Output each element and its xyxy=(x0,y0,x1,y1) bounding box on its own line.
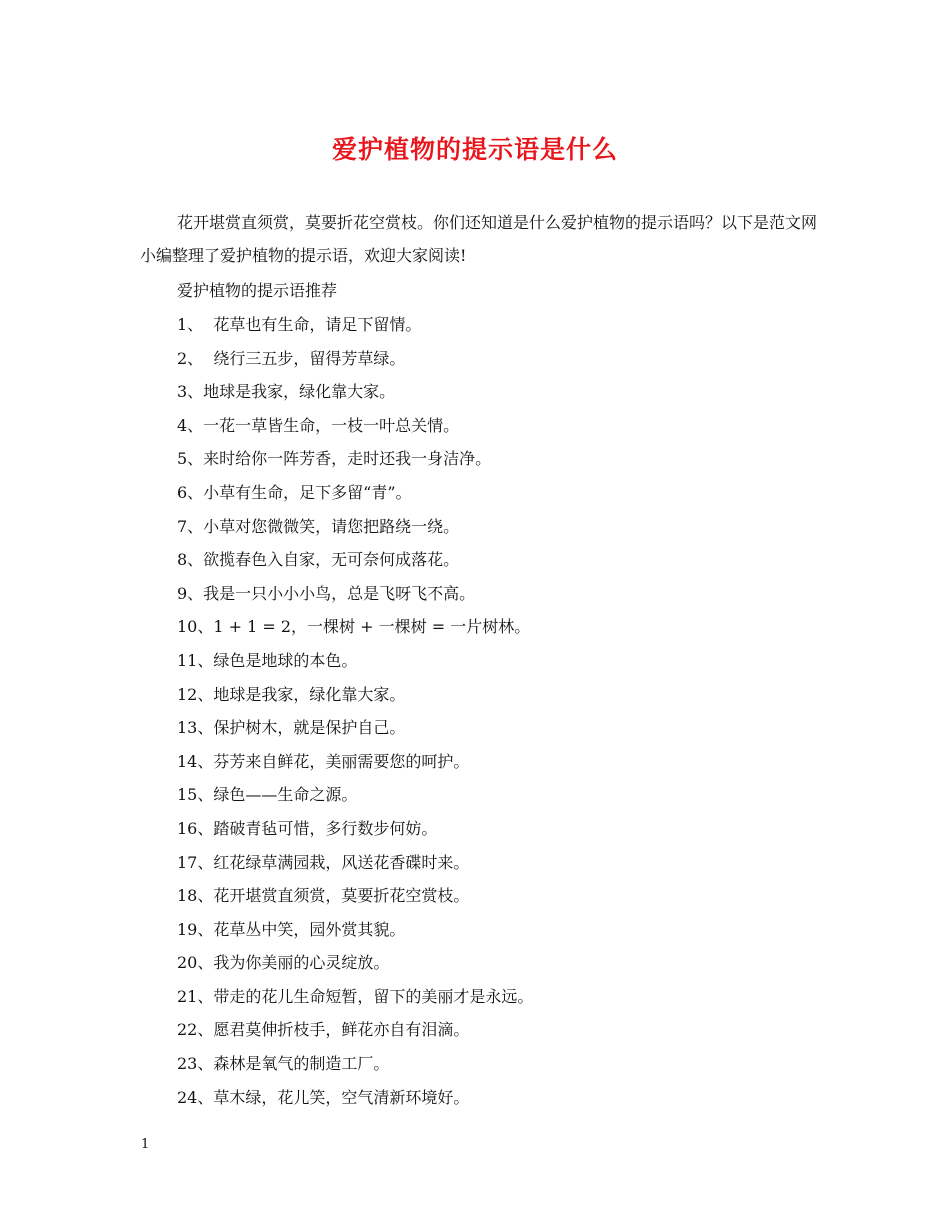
section-heading: 爱护植物的提示语推荐 xyxy=(177,281,338,300)
slogan-list xyxy=(177,314,533,1120)
list-item: 13、保护树木，就是保护自己。 xyxy=(177,718,406,738)
page-title: 爱护植物的提示语是什么 xyxy=(331,135,618,164)
list-item: 1、 花草也有生命，请足下留情。 xyxy=(177,315,422,334)
list-item: 15、绿色——生命之源。 xyxy=(177,785,358,805)
list-item: 7、小草对您微微笑，请您把路绕一绕。 xyxy=(177,516,460,536)
list-item: 24、草木绿，花儿笑，空气清新环境好。 xyxy=(177,1087,470,1107)
intro-paragraph: 花开堪赏直须赏，莫要折花空赏枝。你们还知道是什么爱护植物的提示语吗？以下是范文网小编整理了爱护植物的提示语，欢迎大家阅读! xyxy=(140,213,818,265)
list-item: 18、花开堪赏直须赏，莫要折花空赏枝。 xyxy=(177,886,470,906)
list-item: 2、 绕行三五步，留得芳草绿。 xyxy=(177,348,406,368)
list-item: 23、森林是氧气的制造工厂。 xyxy=(177,1054,390,1074)
list-item: 21、带走的花儿生命短暂，留下的美丽才是永远。 xyxy=(177,986,534,1006)
list-item: 10、1 + 1 = 2，一棵树 + 一棵树 = 一片树林。 xyxy=(177,617,531,637)
list-item: 4、一花一草皆生命，一枝一叶总关情。 xyxy=(177,415,460,435)
list-item: 17、红花绿草满园栽，风送花香碟时来。 xyxy=(177,852,470,872)
list-item: 5、来时给你一阵芳香，走时还我一身洁净。 xyxy=(177,449,492,469)
list-item: 12、地球是我家，绿化靠大家。 xyxy=(177,684,406,704)
list-item: 16、踏破青毡可惜，多行数步何妨。 xyxy=(177,818,438,838)
list-item: 20、我为你美丽的心灵绽放。 xyxy=(177,953,390,973)
list-item: 3、地球是我家，绿化靠大家。 xyxy=(177,382,396,402)
list-item: 22、愿君莫伸折枝手，鲜花亦自有泪滴。 xyxy=(177,1020,470,1040)
list-item: 8、欲揽春色入自家，无可奈何成落花。 xyxy=(177,550,460,570)
page-number: 1 xyxy=(141,1137,150,1152)
list-item: 11、绿色是地球的本色。 xyxy=(177,650,358,670)
list-item: 19、花草丛中笑，园外赏其貌。 xyxy=(177,919,406,939)
list-item: 6、小草有生命，足下多留“青”。 xyxy=(177,482,412,502)
list-item: 9、我是一只小小小鸟，总是飞呀飞不高。 xyxy=(177,583,476,603)
list-item: 14、芬芳来自鲜花，美丽需要您的呵护。 xyxy=(177,751,470,771)
